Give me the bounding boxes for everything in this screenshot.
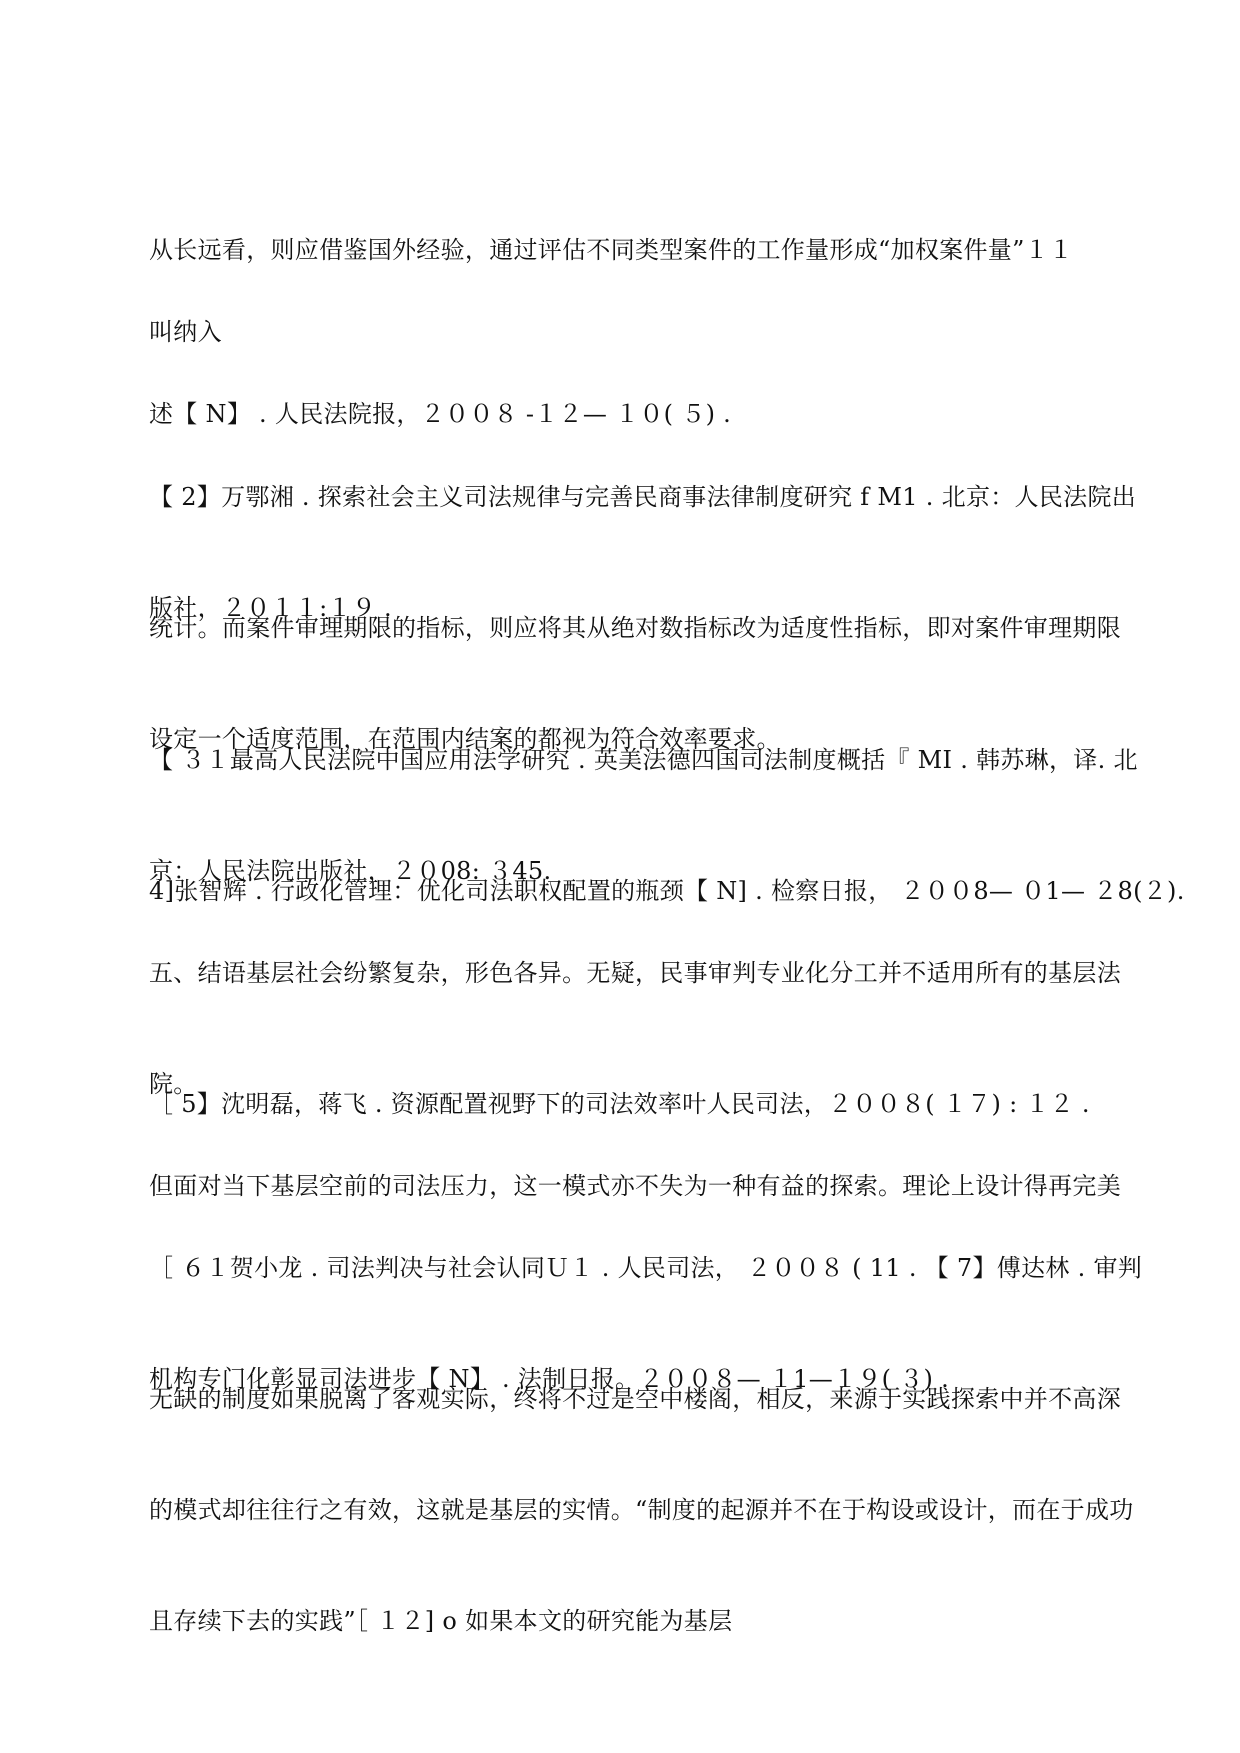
text-line: 【 2】万鄂湘 . 探索社会主义司法规律与完善民商事法律制度研究 f M1 . 北京：人民法院出 [149,483,1137,511]
text-line: 版社，２０１１:１９ . [149,594,392,622]
text-line: 院。 [149,1070,198,1098]
text-line: 设定一个适度范围，在范围内结案的都视为符合效率要求。 [149,725,781,753]
text-line: ［ 5】沈明磊，蒋飞 . 资源配置视野下的司法效率叶人民司法，２００８( １７) : １２ . [149,1090,1090,1118]
text-line: 无缺的制度如果脱离了客观实际，终将不过是空中楼阁，相反，来源于实践探索中并不高深 [149,1385,1121,1413]
text-line: 五、结语基层社会纷繁复杂，形色各异。无疑，民事审判专业化分工并不适用所有的基层法 [149,959,1121,987]
text-line: 叫纳入 [149,318,222,346]
text-line: 的模式却往往行之有效，这就是基层的实情。“制度的起源并不在于构设或设计，而在于成功 [149,1496,1134,1524]
text-line: 机构专门化彰显司法进步【 N】 . 法制日报。２００８— １1—１９( ３) . [149,1365,950,1393]
text-line: ［ ６１贺小龙 . 司法判决与社会认同Ｕ１ . 人民司法， ２００８ ( 11 . 【 7】傅达林 . 审判 [149,1254,1143,1282]
text-line: 统计。而案件审理期限的指标，则应将其从绝对数指标改为适度性指标，即对案件审理期限 [149,614,1121,642]
text-line: 但面对当下基层空前的司法压力，这一模式亦不失为一种有益的探索。理论上设计得再完美 [149,1172,1121,1200]
text-line: 从长远看，则应借鉴国外经验，通过评估不同类型案件的工作量形成“加权案件量”１１ [149,236,1074,264]
text-line: 述【 N】 . 人民法院报，２００８ -１２— １０( ５) . [149,400,732,428]
text-line: 【 ３１最高人民法院中国应用法学研究 . 英美法德四国司法制度概括『 MI . 韩苏琳，译. 北 [149,746,1138,774]
text-line: 4]张智辉 . 行政化管理：优化司法职权配置的瓶颈【 N] . 检察日报， ２００8— ０1— ２8(２). [149,877,1185,905]
text-line: 且存续下去的实践”［ １２] o 如果本文的研究能为基层 [149,1607,733,1635]
paragraph-12 [149,1307,1134,1714]
text-line: 京：人民法院出版社，２０08: ３45. [149,857,552,885]
